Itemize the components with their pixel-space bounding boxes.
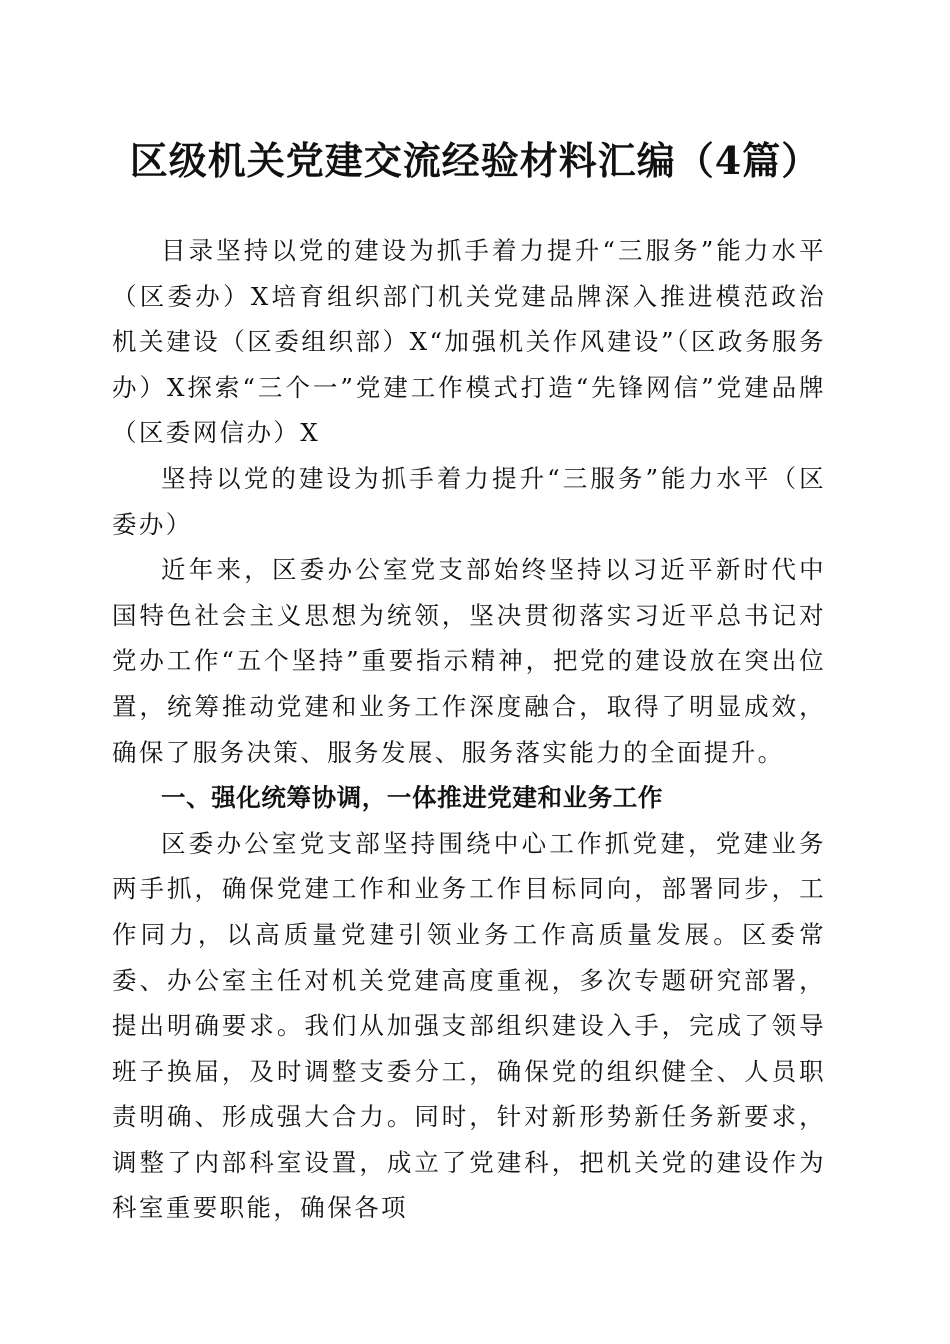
intro-paragraph: 近年来，区委办公室党支部始终坚持以习近平新时代中国特色社会主义思想为统领，坚决贯彻落实习近平总书记对党办工作“五个坚持”重要指示精神，把党的建设放在突出位置，统筹推动党建和业务工作深度融合，取得了明显成效，确保了服务决策、服务发展、服务落实能力的全面提升。 <box>112 555 826 767</box>
toc-paragraph: 目录坚持以党的建设为抓手着力提升“三服务”能力水平（区委办）X培育组织部门机关党建品牌深入推进模范政治机关建设（区委组织部）X“加强机关作风建设”（区政务服务办）X探索“三个一”党建工作模式打造“先锋网信”党建品牌（区委网信办）X <box>112 236 826 448</box>
article-title-paragraph: 坚持以党的建设为抓手着力提升“三服务”能力水平（区委办） <box>112 463 826 539</box>
section-heading: 一、强化统筹协调，一体推进党建和业务工作 <box>161 783 663 813</box>
document-title: 区级机关党建交流经验材料汇编（4篇） <box>129 138 821 183</box>
section-paragraph: 区委办公室党支部坚持围绕中心工作抓党建，党建业务两手抓，确保党建工作和业务工作目标同向，部署同步，工作同力，以高质量党建引领业务工作高质量发展。区委常委、办公室主任对机关党建高度重视，多次专题研究部署，提出明确要求。我们从加强支部组织建设入手，完成了领导班子换届，及时调整支委分工，确保党的组织健全、人员职责明确、形成强大合力。同时，针对新形势新任务新要求，调整了内部科室设置，成立了党建科，把机关党的建设作为科室重要职能，确保各项 <box>112 828 826 1223</box>
document-body <box>112 228 826 1231</box>
